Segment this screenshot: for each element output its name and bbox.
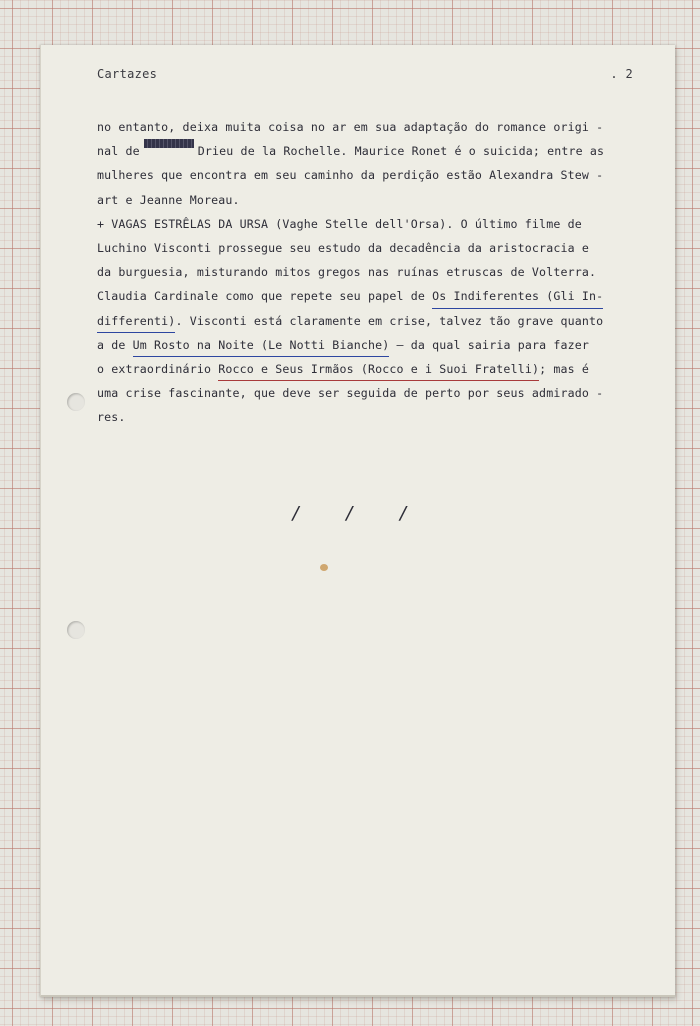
line-text: Luchino Visconti prossegue seu estudo da decadência da aristocracia e xyxy=(97,240,589,255)
text-line xyxy=(97,333,639,357)
line-text: nal de xyxy=(97,144,140,159)
line-text: o extraordinário xyxy=(97,361,212,376)
text-line xyxy=(97,139,639,163)
underlined-film-title: Os Indiferentes (Gli In- xyxy=(432,284,603,308)
line-text: no entanto, deixa muita coisa no ar em sua adaptação do romance origi - xyxy=(97,120,604,134)
line-text: Drieu de la Rochelle. Maurice Ronet é o suicida; entre as xyxy=(197,144,605,159)
line-text: + VAGAS ESTRÊLAS DA URSA (Vaghe Stelle dell'Orsa). O último filme de xyxy=(97,216,582,231)
text-line xyxy=(97,357,639,381)
text-line xyxy=(97,309,639,333)
text-line xyxy=(97,163,639,187)
line-text: uma crise fascinante, que deve ser seguida de perto por seus admirado - xyxy=(97,386,604,401)
punch-hole xyxy=(67,621,85,639)
line-text: Claudia Cardinale como que repete seu papel de xyxy=(97,289,425,304)
text-line xyxy=(97,115,639,139)
line-text: da burguesia, misturando mitos gregos nas ruínas etruscas de Volterra. xyxy=(97,265,597,280)
text-line xyxy=(97,236,639,260)
closing-mark: / / / xyxy=(291,503,426,524)
text-line xyxy=(97,284,639,308)
text-line xyxy=(97,188,639,212)
typewritten-page xyxy=(40,45,675,997)
text-line xyxy=(97,381,639,405)
line-text: — da qual sairia para fazer xyxy=(396,337,590,352)
underlined-film-title: differenti) xyxy=(97,309,175,333)
line-text: ; mas é xyxy=(539,361,590,376)
text-line xyxy=(97,212,639,236)
header-title: Cartazes xyxy=(97,67,158,81)
line-text: art e Jeanne Moreau. xyxy=(97,192,240,207)
body-text xyxy=(97,115,639,429)
line-text: a de xyxy=(97,337,126,352)
line-text: mulheres que encontra em seu caminho da perdição estão Alexandra Stew - xyxy=(97,168,604,183)
underlined-film-title: Um Rosto na Noite (Le Notti Bianche) xyxy=(133,333,390,357)
underlined-film-title: Rocco e Seus Irmãos (Rocco e i Suoi Fratelli) xyxy=(218,357,539,381)
punch-hole xyxy=(67,393,85,411)
line-text: res. xyxy=(97,410,126,425)
page-header xyxy=(97,67,633,81)
struck-out-word xyxy=(144,139,194,148)
text-line xyxy=(97,260,639,284)
paper-stain xyxy=(320,564,328,571)
text-line xyxy=(97,405,639,429)
line-text: . Visconti está claramente em crise, talvez tão grave quanto xyxy=(175,313,604,328)
page-number: . 2 xyxy=(610,67,633,81)
